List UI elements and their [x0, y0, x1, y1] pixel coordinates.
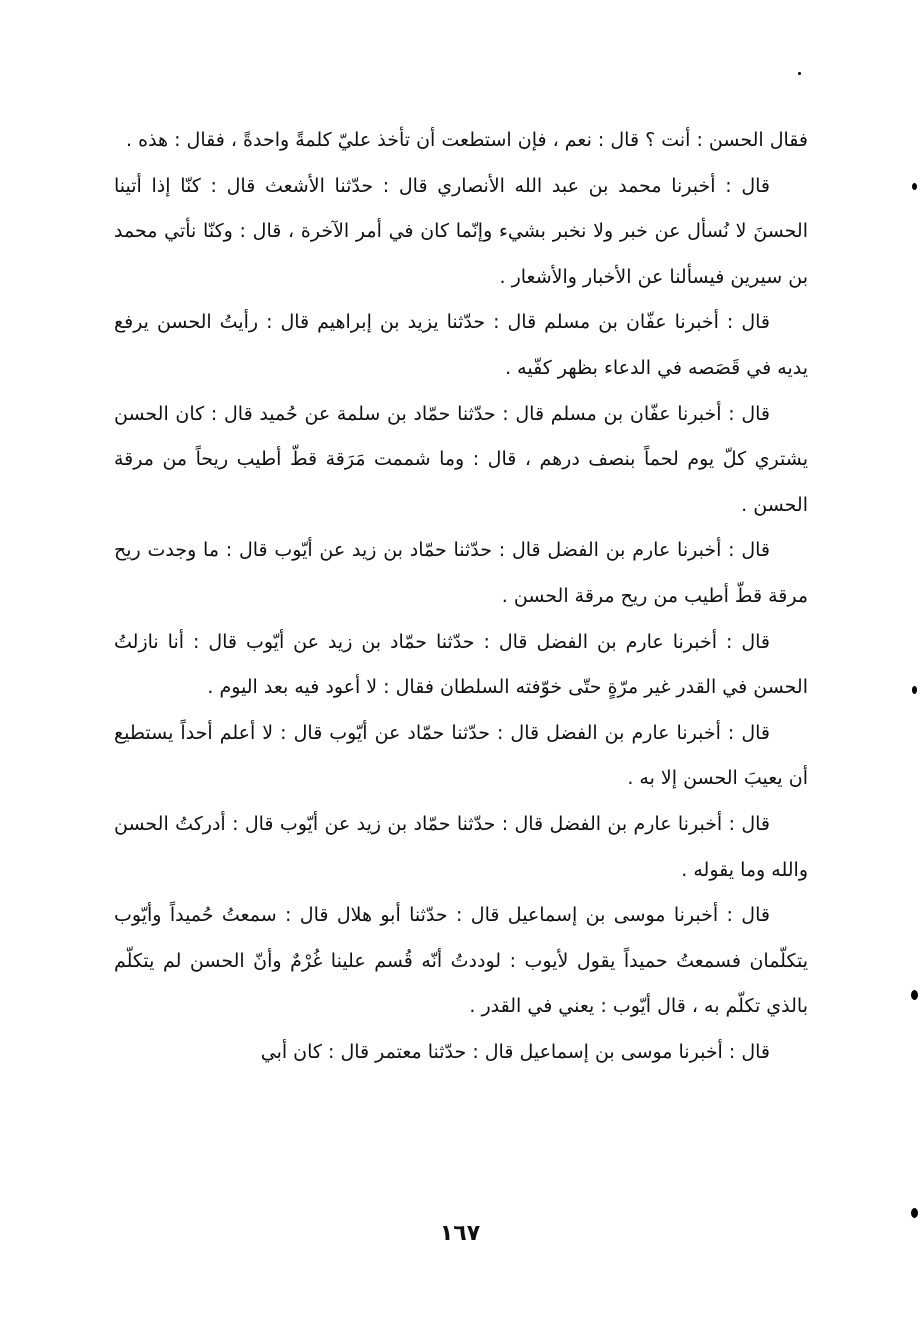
paragraph-2: قال : أخبرنا محمد بن عبد الله الأنصاري قال : حدّثنا الأشعث قال : كنّا إذا أتينا الحسنَ لا نُسأل عن خبر ولا نخبر بشيء وإنّما كان في أمر الآخرة ، قال : وكنّا نأتي محمد بن سيرين فيسألنا عن الأخبار والأشعار .	[114, 174, 808, 288]
scan-speck	[798, 72, 801, 75]
paragraph-5: قال : أخبرنا عارم بن الفضل قال : حدّثنا حمّاد بن زيد عن أيّوب قال : ما وجدت ريح مرقة قطّ أطيب من ريح مرقة الحسن .	[114, 539, 808, 607]
paragraph-3: قال : أخبرنا عفّان بن مسلم قال : حدّثنا يزيد بن إبراهيم قال : رأيتُ الحسن يرفع يديه في قَصَصه في الدعاء بظهر كفّيه .	[114, 311, 808, 379]
paragraph-8: قال : أخبرنا عارم بن الفضل قال : حدّثنا حمّاد بن زيد عن أيّوب قال : أدركتُ الحسن والله وما يقوله .	[114, 812, 808, 881]
page-number: ١٦٧	[439, 1221, 481, 1246]
scan-speck	[911, 990, 918, 1000]
paragraph-1: فقال الحسن : أنت ؟ قال : نعم ، فإن استطعت أن تأخذ عليّ كلمةً واحدةً ، فقال : هذه .	[126, 129, 808, 151]
paragraph-10: قال : أخبرنا موسى بن إسماعيل قال : حدّثنا معتمر قال : كان أبي	[260, 1040, 770, 1063]
paragraph-4: قال : أخبرنا عفّان بن مسلم قال : حدّثنا حمّاد بن سلمة عن حُميد قال : كان الحسن يشتري كلّ يوم لحماً بنصف درهم ، قال : وما شممت مَرَقة قطّ أطيب ريحاً من مرقة الحسن .	[114, 402, 808, 516]
scan-speck	[912, 183, 917, 190]
scan-speck	[912, 686, 917, 694]
paragraph-9: قال : أخبرنا موسى بن إسماعيل قال : حدّثنا أبو هلال قال : سمعتُ حُميداً وأيّوب يتكلّمان فسمعتُ حميداً يقول لأيوب : لوددتُ أنّه قُسم علينا غُرْمٌ وأنّ الحسن لم يتكلّم بالذي تكلّم به ، قال أيّوب : يعني في القدر .	[114, 904, 808, 1018]
paragraph-6: قال : أخبرنا عارم بن الفضل قال : حدّثنا حمّاد بن زيد عن أيّوب قال : أنا نازلتُ الحسن في القدر غير مرّةٍ حتّى خوّفته السلطان فقال : لا أعود فيه بعد اليوم .	[114, 630, 808, 699]
scan-speck	[911, 1208, 918, 1218]
page-body	[114, 118, 808, 1075]
paragraph-7: قال : أخبرنا عارم بن الفضل قال : حدّثنا حمّاد عن أيّوب قال : لا أعلم أحداً يستطيع أن يعيبَ الحسن إلا به .	[114, 721, 808, 790]
